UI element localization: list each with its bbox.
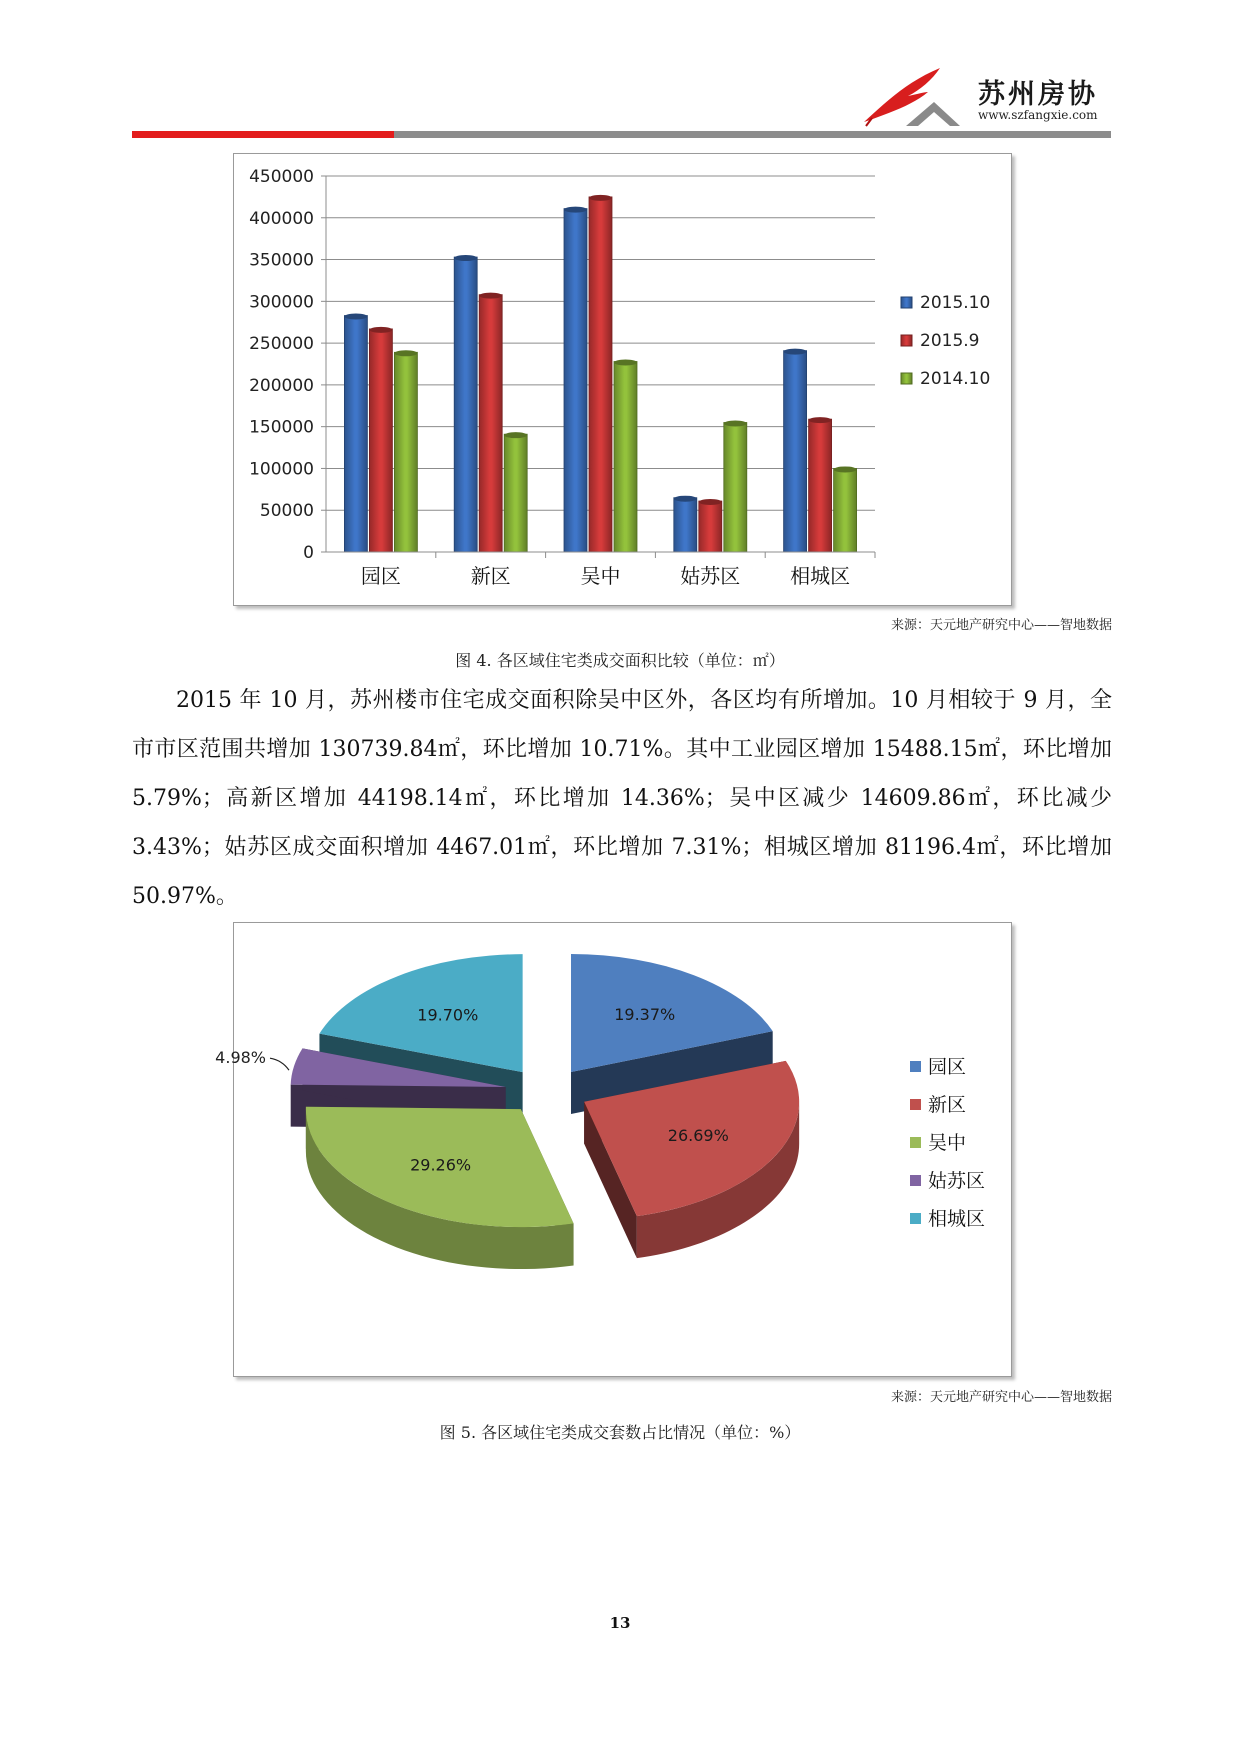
pie-data-label: 29.26% (410, 1155, 472, 1175)
y-tick-label: 350000 (249, 250, 314, 271)
legend-label: 吴中 (928, 1132, 967, 1154)
pie-data-label: 26.69% (667, 1125, 729, 1145)
legend-label: 相城区 (928, 1208, 986, 1230)
bar (724, 420, 747, 552)
quill-logo-icon (862, 64, 974, 130)
body-paragraph (132, 676, 1112, 921)
legend-label: 2015.9 (920, 331, 980, 351)
bar (564, 207, 587, 552)
legend-label: 姑苏区 (928, 1170, 986, 1192)
legend-swatch (901, 297, 912, 308)
figure4-caption: 图 4. 各区域住宅类成交面积比较（单位：㎡） (455, 651, 785, 670)
y-tick-label: 200000 (249, 375, 314, 396)
legend-label: 2014.10 (920, 369, 991, 389)
pie-chart-frame (215, 922, 1012, 1377)
bar (699, 499, 722, 552)
logo (862, 64, 1122, 130)
y-tick-label: 250000 (249, 334, 314, 355)
brand-url: www.szfangxie.com (978, 108, 1098, 122)
figure5-caption: 图 5. 各区域住宅类成交套数占比情况（单位：%） (439, 1423, 801, 1442)
y-tick-label: 300000 (249, 292, 314, 313)
pie-data-label: 19.37% (614, 1004, 676, 1024)
legend-swatch (910, 1099, 921, 1110)
bar (589, 195, 612, 552)
bar-chart (234, 154, 1011, 605)
legend-swatch (910, 1175, 921, 1186)
y-tick-label: 150000 (249, 417, 314, 438)
pie-data-label: 4.98% (215, 1048, 266, 1068)
legend-label: 园区 (928, 1056, 967, 1078)
y-tick-label: 450000 (249, 167, 314, 187)
legend-swatch (910, 1213, 921, 1224)
bar (834, 466, 857, 552)
figure5-source: 来源：天元地产研究中心——智地数据 (890, 1390, 1112, 1405)
brand-name: 苏州房协 (978, 79, 1098, 110)
x-tick-label: 园区 (360, 564, 401, 588)
legend-swatch (901, 373, 912, 384)
bar (344, 314, 367, 552)
bar (674, 496, 697, 552)
header-rule-gray (394, 131, 1111, 138)
bar (614, 359, 637, 552)
pie-chart (215, 923, 1011, 1376)
legend-swatch (910, 1137, 921, 1148)
x-tick-label: 姑苏区 (680, 564, 741, 588)
bar-chart-frame (233, 153, 1012, 606)
x-tick-label: 新区 (470, 564, 511, 588)
legend-label: 新区 (928, 1094, 967, 1116)
bar (394, 350, 417, 552)
paragraph-text: 2015 年 10 月，苏州楼市住宅成交面积除吴中区外，各区均有所增加。10 月相较于 9 月，全市市区范围共增加 130739.84㎡，环比增加 10.71%。其中工业园区增加 15488.15㎡，环比增加 5.79%；高新区增加 44198.14㎡，环比增加 14.36%；吴中区减少 14609.86㎡，环比减少 3.43%；姑苏区成交面积增加 4467.01㎡，环比增加 7.31%；相城区增加 81196.4㎡，环比增加 50.97%。 (132, 688, 1112, 909)
legend-swatch (910, 1061, 921, 1072)
bar (784, 349, 807, 552)
bar (809, 417, 832, 552)
y-tick-label: 50000 (259, 501, 314, 522)
bar (369, 327, 392, 552)
bar (504, 432, 527, 552)
bar (454, 255, 477, 552)
x-tick-label: 吴中 (580, 564, 621, 588)
y-tick-label: 400000 (249, 208, 314, 229)
pie-leader-line (270, 1058, 289, 1070)
bar (479, 293, 502, 552)
pie-slice (306, 1107, 574, 1269)
legend-label: 2015.10 (920, 293, 991, 313)
y-tick-label: 100000 (249, 459, 314, 480)
header-rule-red (132, 131, 394, 138)
page-number: 13 (609, 1614, 631, 1632)
pie-data-label: 19.70% (417, 1005, 479, 1025)
figure4-source: 来源：天元地产研究中心——智地数据 (890, 618, 1112, 633)
x-tick-label: 相城区 (790, 564, 851, 588)
legend-swatch (901, 335, 912, 346)
page-header (0, 0, 1240, 140)
y-tick-label: 0 (303, 543, 314, 563)
